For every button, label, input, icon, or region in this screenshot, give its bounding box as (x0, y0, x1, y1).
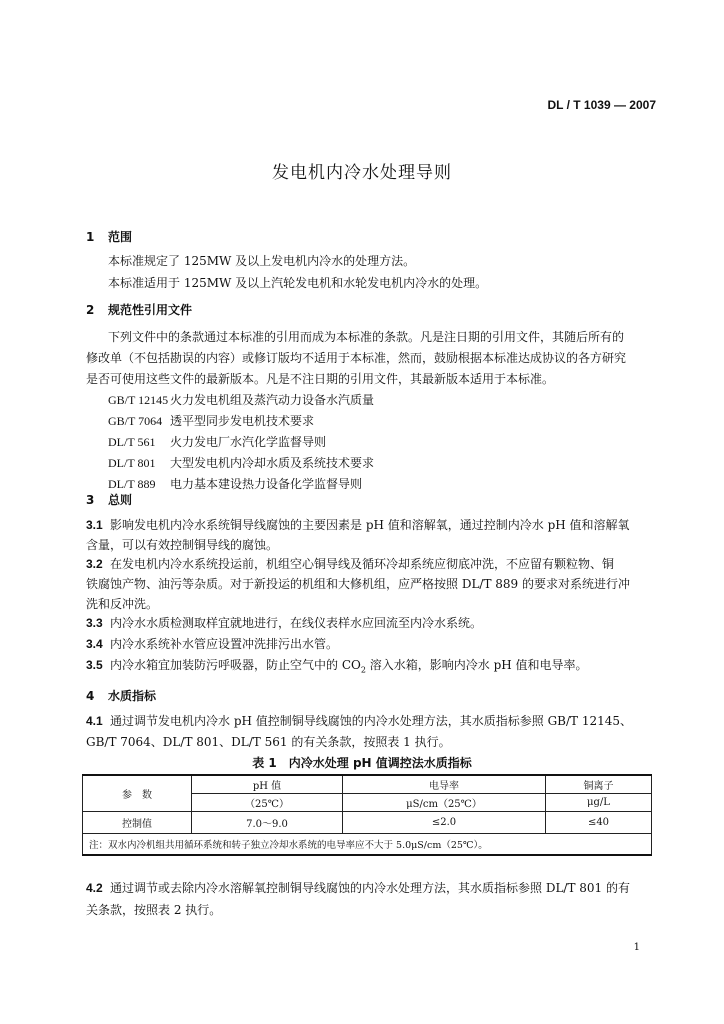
page-number: 1 (633, 942, 640, 953)
standard-number: DL / T 1039 — 2007 (547, 98, 656, 112)
col-unit-ph: （25℃） (192, 793, 343, 811)
section-3-heading (86, 491, 132, 508)
table-1-caption: 表 1 内冷水处理 pH 值调控法水质指标 (252, 756, 472, 770)
cell-copper-value: ≤40 (546, 811, 652, 833)
clause-number: 3.4 (86, 637, 103, 651)
section-number: 3 (86, 493, 95, 507)
section-title: 水质指标 (108, 689, 157, 703)
clause-4-1-line-2: GB/T 7064、DL/T 801、DL/T 561 的有关条款，按照表 1 执行。 (86, 735, 451, 749)
reference-item (108, 412, 314, 429)
clause-text: 在发电机内冷水系统投运前，机组空心铜导线及循环冷却系统应彻底冲洗，不应留有颗粒物、铜 (110, 557, 615, 571)
col-header-copper: 铜离子 (546, 775, 652, 793)
col-header-param: 参 数 (83, 775, 192, 811)
reference-item (108, 391, 374, 408)
document-title: 发电机内冷水处理导则 (272, 163, 452, 183)
subscript: 2 (360, 665, 366, 675)
s1-line-1: 本标准规定了 125MW 及以上发电机内冷水的处理方法。 (108, 254, 416, 268)
col-header-ph: pH 值 (192, 775, 343, 793)
table-1 (82, 774, 652, 856)
section-number: 1 (86, 230, 95, 244)
clause-3-4 (86, 635, 338, 652)
reference-item (108, 454, 374, 471)
clause-text: 内冷水系统补水管应设置冲洗排污出水管。 (110, 637, 339, 651)
section-number: 2 (86, 303, 95, 317)
reference-code: DL/T 889 (108, 477, 156, 491)
clause-number: 4.1 (86, 714, 103, 728)
reference-code: GB/T 7064 (108, 414, 163, 428)
table-note: 注：双水内冷机组共用循环系统和转子独立冷却水系统的电导率应不大于 5.0μS/cm（25℃）。 (83, 833, 652, 855)
col-unit-conductivity: μS/cm（25℃） (343, 793, 546, 811)
section-2-heading (86, 301, 192, 318)
reference-code: DL/T 561 (108, 435, 156, 449)
clause-text: 通过调节发电机内冷水 pH 值控制铜导线腐蚀的内冷水处理方法，其水质指标参照 GB/T 12145、 (110, 714, 633, 728)
clause-3-1-line-2: 含量，可以有效控制铜导线的腐蚀。 (86, 538, 279, 552)
reference-item (108, 433, 326, 450)
s2-intro-line-1: 下列文件中的条款通过本标准的引用而成为本标准的条款。凡是注日期的引用文件，其随后所有的 (108, 330, 625, 344)
reference-title: 透平型同步发电机技术要求 (170, 414, 315, 428)
reference-title: 火力发电机组及蒸汽动力设备水汽质量 (170, 393, 375, 407)
clause-4-1-line-1 (86, 712, 632, 729)
clause-4-2-line-1 (86, 879, 630, 896)
clause-3-1-line-1 (86, 516, 630, 533)
clause-number: 4.2 (86, 881, 103, 895)
s2-intro-line-3: 是否可使用这些文件的最新版本。凡是不注日期的引用文件，其最新版本适用于本标准。 (86, 372, 555, 386)
reference-title: 火力发电厂水汽化学监督导则 (170, 435, 327, 449)
reference-code: DL/T 801 (108, 456, 156, 470)
s1-line-2: 本标准适用于 125MW 及以上汽轮发电机和水轮发电机内冷水的处理。 (108, 276, 488, 290)
col-unit-copper: μg/L (546, 793, 652, 811)
clause-text: 溶入水箱，影响内冷水 pH 值和电导率。 (365, 658, 588, 672)
clause-4-2-line-2: 关条款，按照表 2 执行。 (86, 903, 222, 917)
section-title: 规范性引用文件 (108, 303, 193, 317)
clause-number: 3.2 (86, 557, 103, 571)
clause-3-5 (86, 656, 588, 674)
col-header-conductivity: 电导率 (343, 775, 546, 793)
section-title: 总则 (108, 493, 133, 507)
reference-code: GB/T 12145 (108, 393, 169, 407)
cell-conductivity-value: ≤2.0 (343, 811, 546, 833)
clause-number: 3.1 (86, 518, 103, 532)
s2-intro-line-2: 修改单（不包括勘误的内容）或修订版均不适用于本标准，然而，鼓励根据本标准达成协议的各方研究 (86, 351, 627, 365)
section-4-heading (86, 687, 156, 704)
reference-title: 大型发电机内冷却水质及系统技术要求 (170, 456, 375, 470)
clause-number: 3.5 (86, 658, 103, 672)
reference-title: 电力基本建设热力设备化学监督导则 (170, 477, 363, 491)
clause-3-2-line-1 (86, 555, 614, 572)
clause-3-2-line-2: 铁腐蚀产物、油污等杂质。对于新投运的机组和大修机组，应严格按照 DL/T 889 的要求对系统进行冲 (86, 577, 630, 591)
clause-3-3 (86, 614, 482, 631)
clause-3-2-line-3: 洗和反冲洗。 (86, 597, 159, 611)
clause-text: 通过调节或去除内冷水溶解氧控制铜导线腐蚀的内冷水处理方法，其水质指标参照 DL/T 801 的有 (110, 881, 630, 895)
section-number: 4 (86, 689, 95, 703)
reference-item (108, 475, 362, 492)
section-title: 范围 (108, 230, 133, 244)
clause-text: 内冷水水质检测取样宜就地进行，在线仪表样水应回流至内冷水系统。 (110, 616, 483, 630)
cell-ph-value: 7.0～9.0 (192, 811, 343, 833)
clause-number: 3.3 (86, 616, 103, 630)
clause-text: 内冷水箱宜加装防污呼吸器，防止空气中的 CO (110, 658, 361, 672)
clause-text: 影响发电机内冷水系统铜导线腐蚀的主要因素是 pH 值和溶解氧，通过控制内冷水 pH 值和溶解氧 (110, 518, 630, 532)
section-1-heading (86, 228, 132, 245)
row-label: 控制值 (83, 811, 192, 833)
